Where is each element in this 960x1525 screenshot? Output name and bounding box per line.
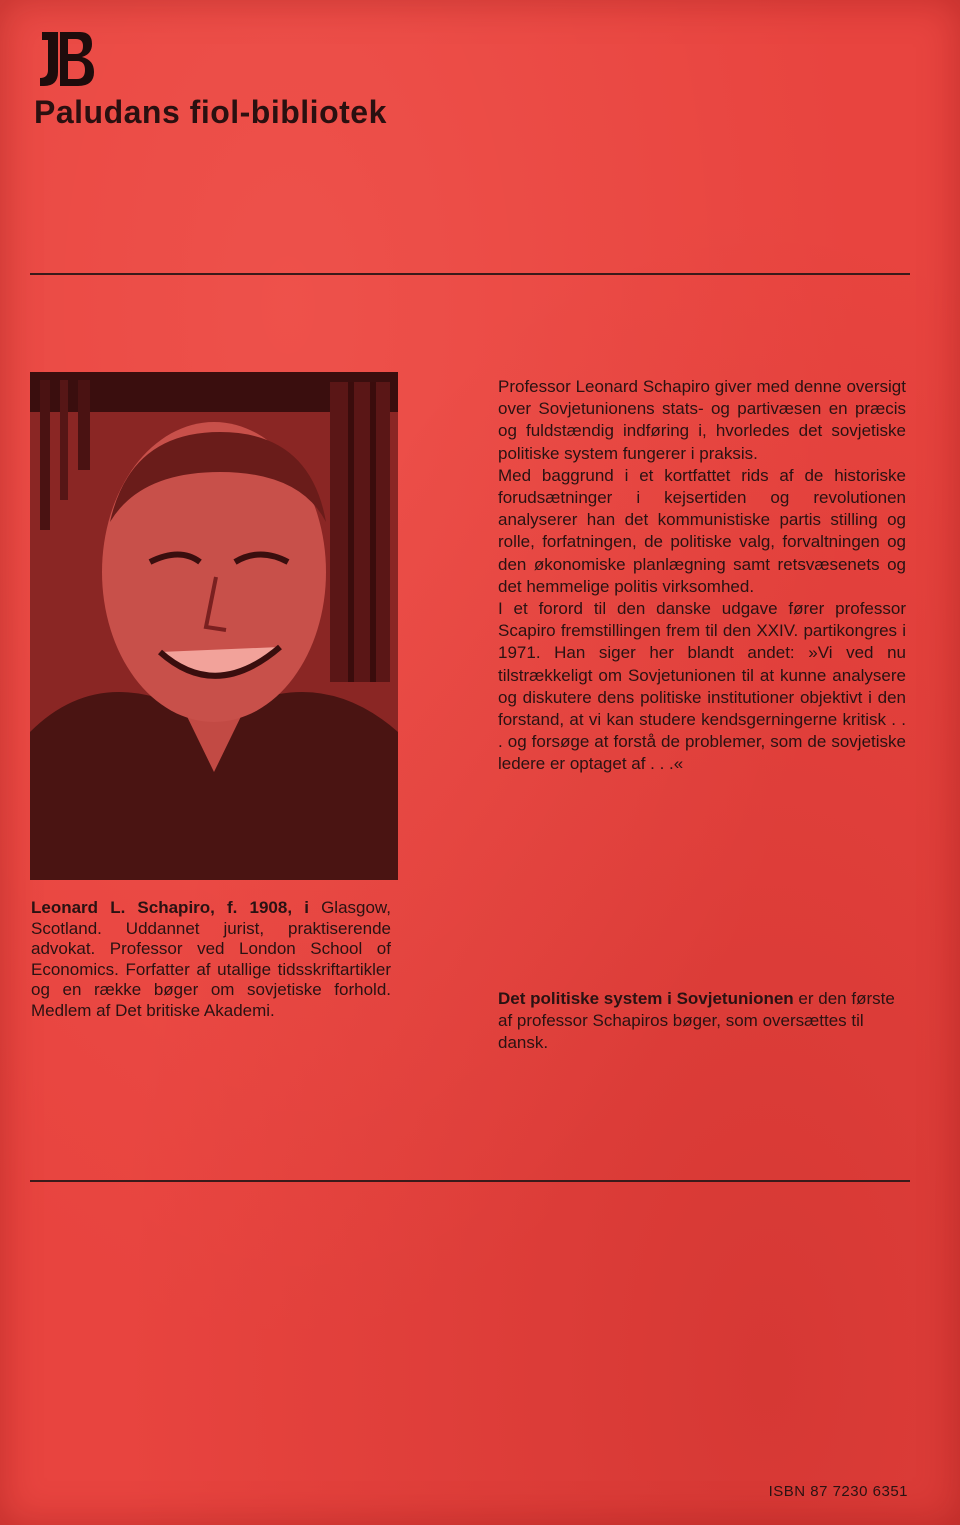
description-paragraph-3: I et forord til den danske udgave fører professor Scapiro fremstillingen frem til den XXIV. partikongres i 1971. Han siger her blandt andet: »Vi ved nu tilstrækkeligt om Sovjetunionen til at kunne analysere og diskutere dens politiske institutioner objektivt i den forstand, at vi kan studere kendsgerningerne kritisk . . . og forsøge at forstå de problemer, som de sovjetiske ledere er optaget af . . .« bbox=[498, 599, 906, 774]
author-caption bbox=[31, 898, 391, 1021]
author-bio: Glasgow, Scotland. Uddannet jurist, praktiserende advokat. Professor ved London School of Economics. Forfatter af utallige tidsskriftartikler og en række bøger om sovjetiske forhold. Medlem af Det britiske Akademi. bbox=[31, 898, 391, 1020]
book-description bbox=[498, 376, 906, 776]
isbn-number: ISBN 87 7230 6351 bbox=[768, 1483, 908, 1500]
bottom-divider bbox=[30, 1180, 910, 1182]
top-divider bbox=[30, 273, 910, 275]
author-name: Leonard L. Schapiro, f. 1908, i bbox=[31, 898, 309, 917]
series-title: Paludans fiol-bibliotek bbox=[34, 94, 387, 130]
author-portrait bbox=[30, 372, 398, 880]
description-paragraph-2: Med baggrund i et kortfattet rids af de historiske forudsætninger i kejsertiden og revolutionen analyserer han det kommunistiske partis stilling og rolle, forfatningen, de politiske valg, forvaltningen og den økonomiske planlægning samt retsvæsenets og det hemmelige politis virksomhed. bbox=[498, 465, 906, 596]
publisher-logo-icon bbox=[36, 28, 96, 90]
translation-note bbox=[498, 988, 908, 1054]
description-paragraph-1: Professor Leonard Schapiro giver med denne oversigt over Sovjetunionens stats- og partivæsen en præcis og fuldstændig indføring i, hvorledes det sovjetiske politiske system fungerer i praksis. bbox=[498, 377, 906, 463]
book-title: Det politiske system i Sovjetunionen bbox=[498, 989, 794, 1008]
translation-note-text: er den første af professor Schapiros bøger, som oversættes til dansk. bbox=[498, 989, 895, 1052]
